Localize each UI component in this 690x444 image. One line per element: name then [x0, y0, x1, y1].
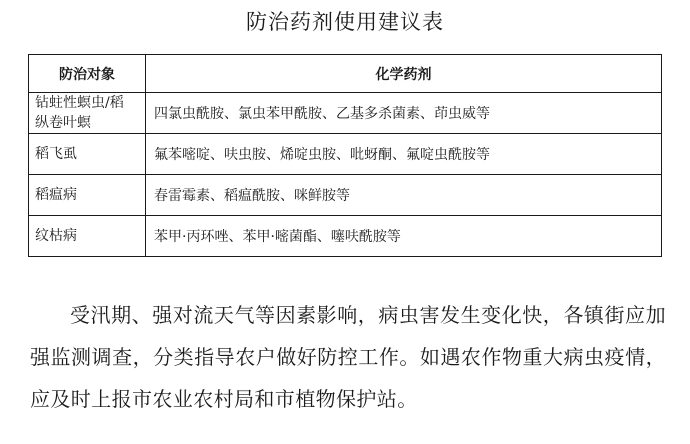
column-header-chemicals: 化学药剂	[146, 55, 662, 93]
table-row	[29, 134, 662, 175]
table-cell-chemicals: 苯甲·丙环唑、苯甲·嘧菌酯、噻呋酰胺等	[146, 216, 662, 257]
pesticide-recommendation-table	[28, 54, 662, 257]
table-row	[29, 175, 662, 216]
table-row	[29, 216, 662, 257]
table-cell-chemicals: 四氯虫酰胺、氯虫苯甲酰胺、乙基多杀菌素、茚虫威等	[146, 93, 662, 134]
document-title: 防治药剂使用建议表	[246, 10, 444, 34]
table-row	[29, 93, 662, 134]
table-cell-target: 稻飞虱	[29, 134, 146, 175]
table-cell-target: 钻蛀性螟虫/稻纵卷叶螟	[29, 93, 146, 134]
table-cell-target: 稻瘟病	[29, 175, 146, 216]
table-cell-chemicals: 氟苯嘧啶、呋虫胺、烯啶虫胺、吡蚜酮、氟啶虫酰胺等	[146, 134, 662, 175]
column-header-target: 防治对象	[29, 55, 146, 93]
table-cell-target: 纹枯病	[29, 216, 146, 257]
body-paragraph: 受汛期、强对流天气等因素影响，病虫害发生变化快，各镇街应加强监测调查，分类指导农户做好防控工作。如遇农作物重大病虫疫情，应及时上报市农业农村局和市植物保护站。	[30, 303, 666, 411]
table-header-row	[29, 55, 662, 93]
table-cell-chemicals: 春雷霉素、稻瘟酰胺、咪鲜胺等	[146, 175, 662, 216]
